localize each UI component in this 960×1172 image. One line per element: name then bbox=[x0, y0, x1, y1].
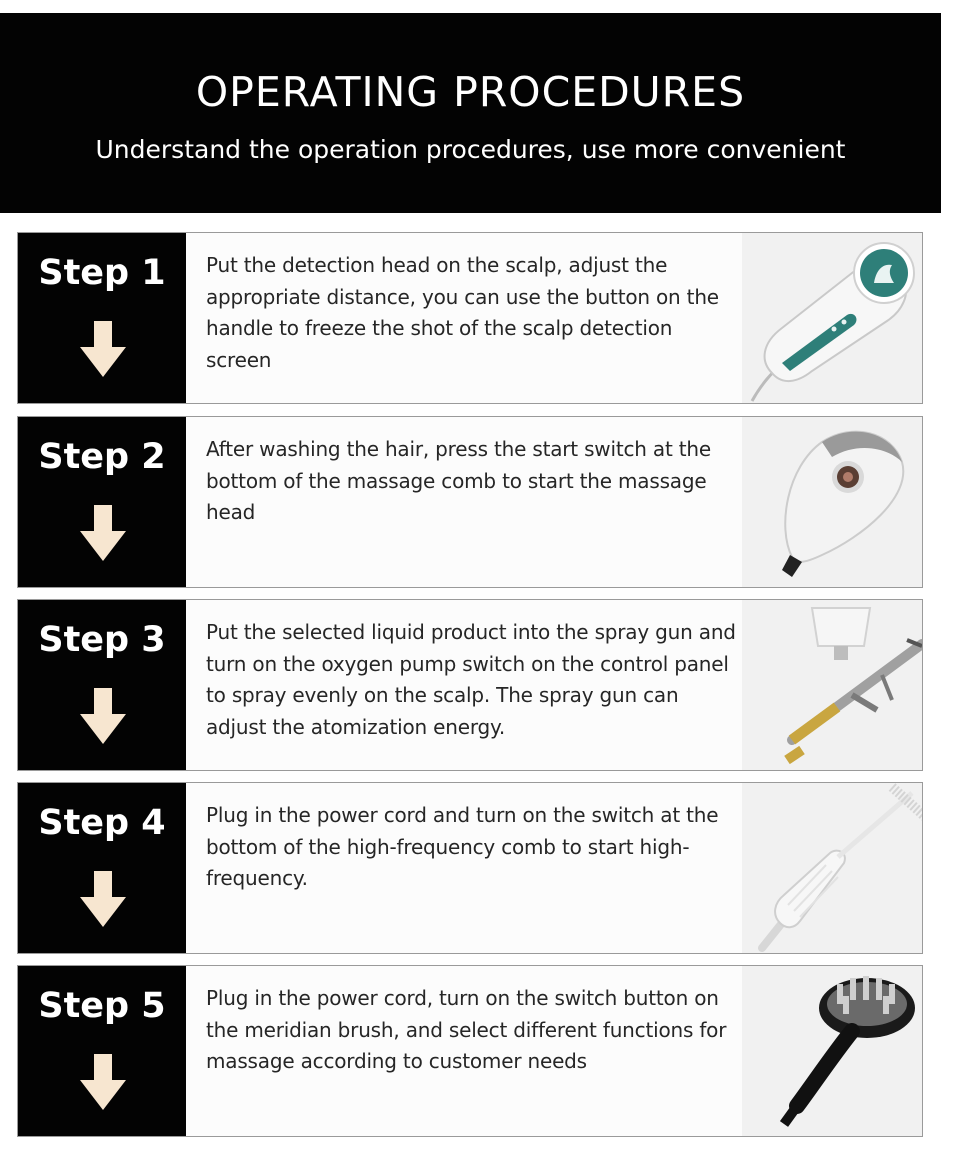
step-card-1 bbox=[17, 232, 923, 404]
step-description: Put the selected liquid product into the spray gun and turn on the oxygen pump switch on the control panel to spray evenly on the scalp. The spray gun can adjust the atomization energy. bbox=[206, 620, 736, 739]
high-frequency-comb-image bbox=[742, 783, 922, 953]
step-label-column bbox=[18, 600, 186, 770]
massage-comb-image bbox=[742, 417, 922, 587]
step-card-3 bbox=[17, 599, 923, 771]
down-arrow-icon bbox=[78, 1054, 128, 1112]
step-label: Step 2 bbox=[38, 437, 166, 477]
down-arrow-icon bbox=[78, 871, 128, 929]
step-label-column bbox=[18, 233, 186, 403]
page-subtitle: Understand the operation procedures, use more convenient bbox=[95, 135, 846, 164]
down-arrow-icon bbox=[78, 505, 128, 563]
step-card-2 bbox=[17, 416, 923, 588]
step-description-column bbox=[186, 783, 742, 953]
step-description: Plug in the power cord and turn on the switch at the bottom of the high-frequency comb to start high-frequency. bbox=[206, 803, 719, 890]
step-description-column bbox=[186, 233, 742, 403]
spray-gun-image bbox=[742, 600, 922, 770]
step-label: Step 1 bbox=[38, 253, 166, 293]
step-label-column bbox=[18, 783, 186, 953]
down-arrow-icon bbox=[78, 688, 128, 746]
step-label-column bbox=[18, 417, 186, 587]
down-arrow-icon bbox=[78, 321, 128, 379]
meridian-brush-image bbox=[742, 966, 922, 1136]
step-description-column bbox=[186, 966, 742, 1136]
step-description: After washing the hair, press the start switch at the bottom of the massage comb to start the massage head bbox=[206, 437, 711, 524]
step-description-column bbox=[186, 600, 742, 770]
step-description: Put the detection head on the scalp, adjust the appropriate distance, you can use the button on the handle to freeze the shot of the scalp detection screen bbox=[206, 253, 719, 372]
step-card-4 bbox=[17, 782, 923, 954]
header-banner bbox=[0, 13, 941, 213]
step-label: Step 5 bbox=[38, 986, 166, 1026]
step-description: Plug in the power cord, turn on the switch button on the meridian brush, and select different functions for massage according to customer needs bbox=[206, 986, 727, 1073]
scalp-detector-image bbox=[742, 233, 922, 403]
page-title: OPERATING PROCEDURES bbox=[195, 68, 746, 116]
step-card-5 bbox=[17, 965, 923, 1137]
step-label-column bbox=[18, 966, 186, 1136]
step-description-column bbox=[186, 417, 742, 587]
step-label: Step 4 bbox=[38, 803, 166, 843]
step-label: Step 3 bbox=[38, 620, 166, 660]
